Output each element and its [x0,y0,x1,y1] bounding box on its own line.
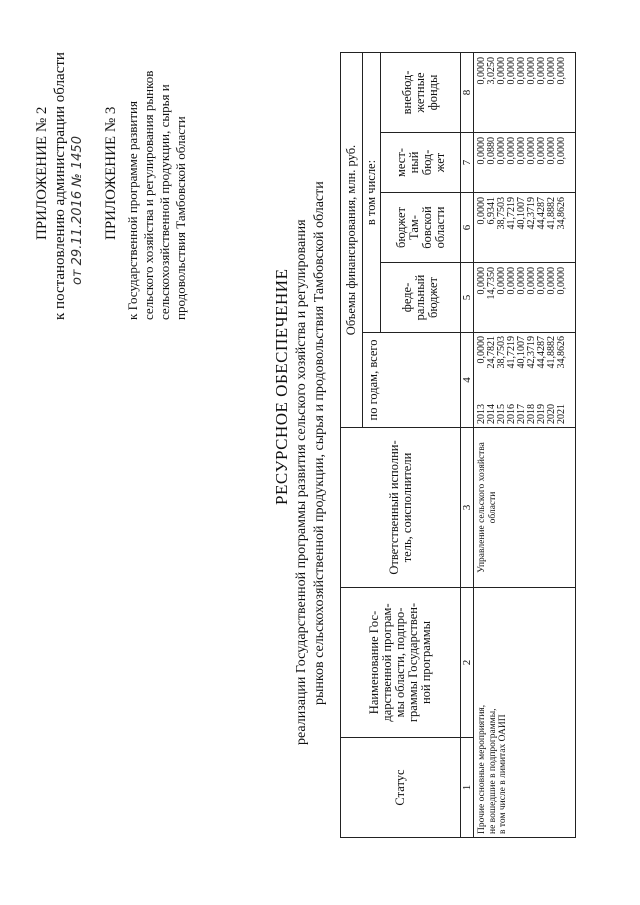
extra-value: 0,0000 [506,57,517,85]
table-row [474,53,576,838]
extra-values [474,53,576,133]
year-value: 2013 [476,404,487,424]
column-number: 4 [461,333,474,428]
document-subtitle-line: рынков сельскохозяйственной продукции, сырья и продовольствия Тамбовской области [312,181,327,705]
local-value: 0,0000 [476,137,487,165]
regional-value: 0,0000 [476,197,487,225]
header-financing-volumes: Объемы финансирования, млн. руб. [341,53,363,428]
regional-value: 40,1007 [516,197,527,230]
local-value: 0,0000 [526,137,537,165]
federal-values [474,263,576,333]
header-program-name: Наименование Гос- дарственной програм- мы области, подпро- граммы Государствен- ной программы [341,588,461,738]
column-number: 7 [461,133,474,193]
header-extrabudgetary-funds: внебюд- жетные фонды [381,53,461,133]
extra-value: 0,0000 [516,57,527,85]
total-value: 41,7219 [506,336,517,369]
total-value: 24,7821 [486,336,497,369]
federal-value: 0,0000 [496,267,507,295]
extra-value: 0,0000 [546,57,557,85]
local-value: 0,0000 [516,137,527,165]
year-value: 2016 [506,404,517,424]
header-regional-budget: бюджет Там- бовской области [381,193,461,263]
total-value: 34,8626 [556,336,567,369]
year-value: 2018 [526,404,537,424]
column-number: 1 [461,738,474,838]
federal-value: 0,0000 [536,267,547,295]
regional-value: 34,8626 [556,197,567,230]
federal-value: 0,0000 [476,267,487,295]
federal-value: 0,0000 [526,267,537,295]
total-value: 42,3719 [526,336,537,369]
header-status: Статус [341,738,461,838]
extra-value: 0,0000 [526,57,537,85]
document-title: РЕСУРСНОЕ ОБЕСПЕЧЕНИЕ [272,268,291,505]
totals-list [477,336,567,369]
extra-value: 0,0000 [496,57,507,85]
year-value: 2015 [496,404,507,424]
federal-value: 0,0000 [516,267,527,295]
local-value: 0,0000 [506,137,517,165]
total-value: 41,8882 [546,336,557,369]
year-value: 2021 [556,404,567,424]
extra-value: 3,0250 [486,57,497,85]
local-values [474,133,576,193]
year-value: 2017 [516,404,527,424]
year-value: 2014 [486,404,497,424]
header-federal-budget: феде- ральный бюджет [381,263,461,333]
header-executor: Ответственный исполни- тель, соисполнители [341,428,461,588]
total-value: 44,4287 [536,336,547,369]
appendix3-line: сельского хозяйства и регулирования рынков [141,70,156,320]
local-value: 0,0000 [556,137,567,165]
appendix2-date-number: от 29.11.2016 № 1450 [70,136,85,285]
year-value: 2020 [546,404,557,424]
header-including: в том числе: [363,53,381,333]
header-local-budget: мест- ный бюд- жет [381,133,461,193]
document-subtitle-line: реализации Государственной программы развития сельского хозяйства и регулирования [294,219,309,745]
local-value: 0,0880 [486,137,497,165]
column-number: 3 [461,428,474,588]
regional-value: 41,7219 [506,197,517,230]
appendix3-title: ПРИЛОЖЕНИЕ № 3 [103,106,119,240]
extra-value: 0,0000 [556,57,567,85]
column-number: 8 [461,53,474,133]
year-value: 2019 [536,404,547,424]
appendix3-line: продовольствия Тамбовской области [173,116,188,320]
extra-value: 0,0000 [476,57,487,85]
row-executor: Управление сельского хозяйства области [474,428,576,588]
regional-value: 41,8882 [546,197,557,230]
resource-table [340,52,576,838]
total-value: 38,7503 [496,336,507,369]
federal-value: 0,0000 [556,267,567,295]
appendix3-line: к Государственной программе развития [125,101,140,320]
column-number: 5 [461,263,474,333]
local-value: 0,0000 [546,137,557,165]
total-value: 40,1007 [516,336,527,369]
column-number: 2 [461,588,474,738]
federal-value: 14,7350 [486,267,497,300]
regional-value: 38,7503 [496,197,507,230]
row-label: Прочие основные мероприятия, не вошедшие в подпрограммы, в том числе в лимитах ОАИП [474,588,576,838]
header-by-year-total: по годам, всего [363,333,461,428]
regional-value: 6,9341 [486,197,497,225]
extra-value: 0,0000 [536,57,547,85]
regional-values [474,193,576,263]
regional-value: 44,4287 [536,197,547,230]
appendix2-line1: к постановлению администрации области [52,52,68,320]
total-value: 0,0000 [476,336,487,364]
years-list [477,404,567,424]
regional-value: 42,3719 [526,197,537,230]
appendix2-title: ПРИЛОЖЕНИЕ № 2 [34,106,50,240]
years-and-totals [474,333,576,428]
appendix3-line: сельскохозяйственной продукции, сырья и [157,84,172,320]
local-value: 0,0000 [536,137,547,165]
column-number: 6 [461,193,474,263]
federal-value: 0,0000 [546,267,557,295]
local-value: 0,0000 [496,137,507,165]
federal-value: 0,0000 [506,267,517,295]
